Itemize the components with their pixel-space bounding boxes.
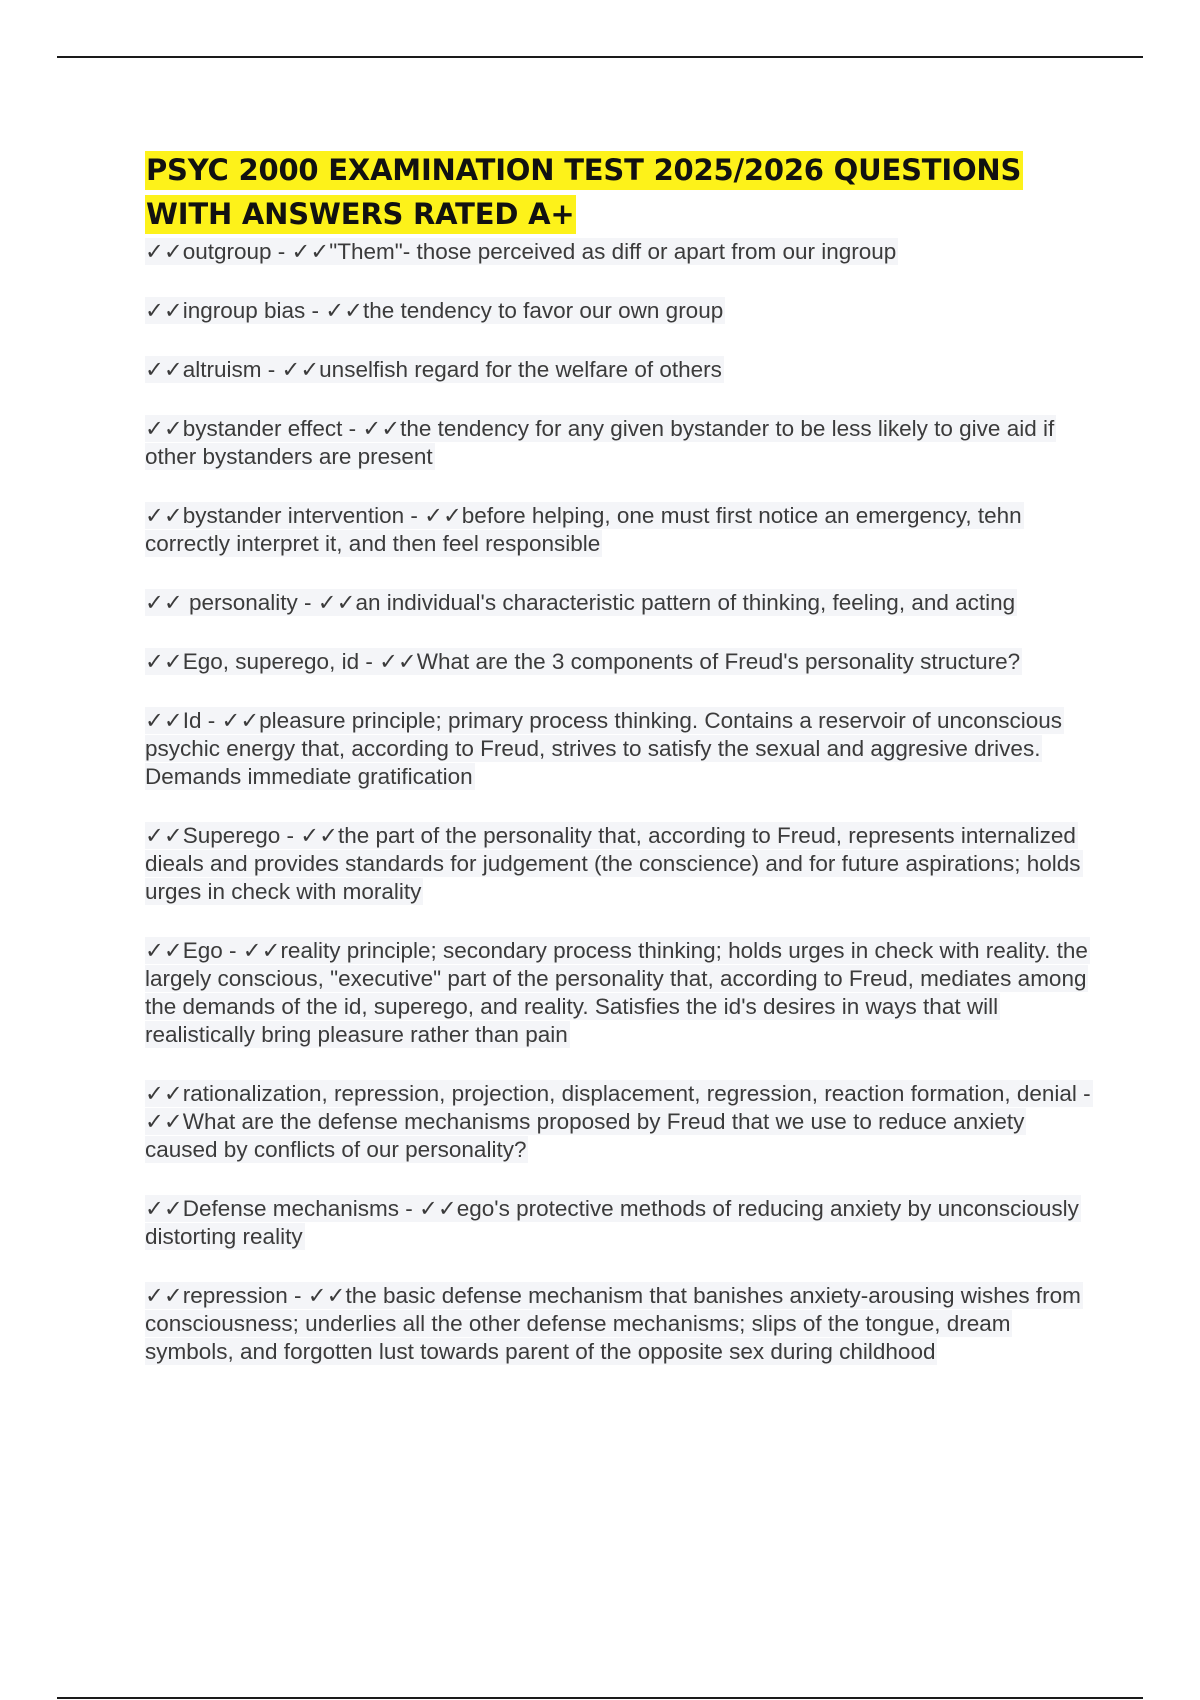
qa-entry-text: ✓✓Superego - ✓✓the part of the personality that, according to Freud, represents internalized dieals and provides standards for judgement (the conscience) and for future aspirations; holds urges in check with morality — [145, 823, 1081, 904]
qa-entry — [145, 415, 1095, 471]
qa-entry-list — [145, 238, 1095, 1366]
qa-entry-text: ✓✓Id - ✓✓pleasure principle; primary process thinking. Contains a reservoir of unconscious psychic energy that, according to Freud, strives to satisfy the sexual and aggresive drives. Demands immediate gratification — [145, 708, 1063, 789]
qa-entry-text: ✓✓Ego - ✓✓reality principle; secondary process thinking; holds urges in check with reality. the largely conscious, "executive" part of the personality that, according to Freud, mediates among the demands of the id, superego, and reality. Satisfies the id's desires in ways that will realistically bring pleasure rather than pain — [145, 938, 1088, 1047]
qa-entry — [145, 937, 1095, 1049]
qa-entry-text: ✓✓bystander effect - ✓✓the tendency for any given bystander to be less likely to give aid if other bystanders are present — [145, 416, 1055, 469]
qa-entry — [145, 238, 1095, 266]
qa-entry-text: ✓✓outgroup - ✓✓"Them"- those perceived as diff or apart from our ingroup — [145, 239, 897, 264]
qa-entry — [145, 356, 1095, 384]
qa-entry-text: ✓✓Ego, superego, id - ✓✓What are the 3 components of Freud's personality structure? — [145, 649, 1021, 674]
qa-entry — [145, 1080, 1095, 1164]
qa-entry — [145, 648, 1095, 676]
qa-entry — [145, 297, 1095, 325]
bottom-rule — [57, 1697, 1143, 1699]
qa-entry-text: ✓✓rationalization, repression, projection, displacement, regression, reaction formation, denial - ✓✓What are the defense mechanisms proposed by Freud that we use to reduce anxiety caused by conflicts of our personality? — [145, 1081, 1091, 1162]
qa-entry-text: ✓✓ personality - ✓✓an individual's characteristic pattern of thinking, feeling, and acting — [145, 590, 1016, 615]
qa-entry — [145, 822, 1095, 906]
document-body — [145, 148, 1095, 1397]
qa-entry-text: ✓✓repression - ✓✓the basic defense mechanism that banishes anxiety-arousing wishes from consciousness; underlies all the other defense mechanisms; slips of the tongue, dream symbols, and forgotten lust towards parent of the opposite sex during childhood — [145, 1283, 1081, 1364]
top-rule — [57, 56, 1143, 58]
qa-entry — [145, 707, 1095, 791]
document-title — [145, 148, 1095, 236]
qa-entry — [145, 1282, 1095, 1366]
qa-entry-text: ✓✓altruism - ✓✓unselfish regard for the welfare of others — [145, 357, 722, 382]
qa-entry — [145, 1195, 1095, 1251]
document-title-text: PSYC 2000 EXAMINATION TEST 2025/2026 QUESTIONS WITH ANSWERS RATED A+ — [145, 151, 1023, 234]
qa-entry — [145, 502, 1095, 558]
qa-entry-text: ✓✓Defense mechanisms - ✓✓ego's protective methods of reducing anxiety by unconsciously distorting reality — [145, 1196, 1079, 1249]
qa-entry — [145, 589, 1095, 617]
qa-entry-text: ✓✓ingroup bias - ✓✓the tendency to favor our own group — [145, 298, 724, 323]
qa-entry-text: ✓✓bystander intervention - ✓✓before helping, one must first notice an emergency, tehn correctly interpret it, and then feel responsible — [145, 503, 1022, 556]
